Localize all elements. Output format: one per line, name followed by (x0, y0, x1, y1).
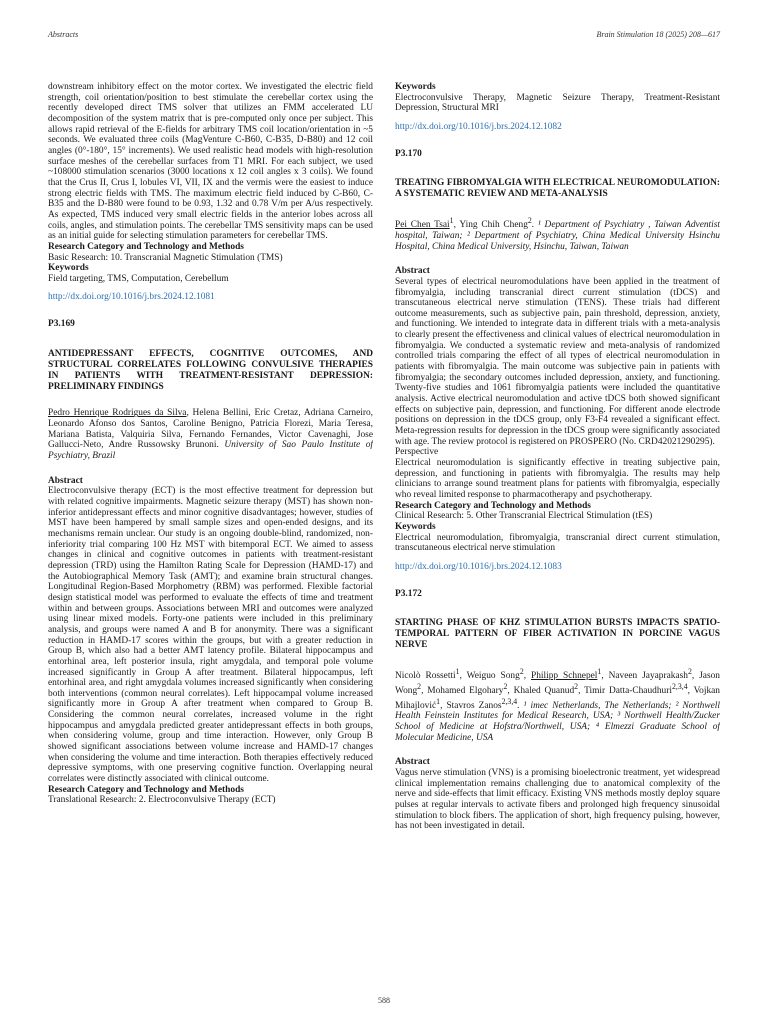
doi-link[interactable]: http://dx.doi.org/10.1016/j.brs.2024.12.1082 (395, 121, 562, 132)
affiliations: . ¹ imec Netherlands, The Netherlands; ² Northwell Health Feinstein Institutes for Medical Research, USA; ³ Northwell Health/Zucker School of Medicine at Hofstra/Northwell, USA; ⁴ Elmezzi Graduate School of Molecular Medicine, USA (395, 700, 720, 743)
author: , Stavros Zanos (440, 700, 502, 711)
page-number: 588 (378, 996, 390, 1005)
continued-abstract-text: downstream inhibitory effect on the motor cortex. We investigated the electric field strength, coil orientation/position to best stimulate the cerebellar cortex using the recently developed direct TMS solver that utilizes an FMM accelerated LU decomposition of the system matrix that is pre-computed only once per subject. This allows rapid retrieval of the E-fields for arbitrary TMS coil location/orientation in ~5 seconds. We evaluated three coils (MagVenture C-B60, C-B35, D-B80) and 12 coil angles (0°-180°, 15° increments). We used realistic head models with high-resolution surface meshes of the cerebellar surfaces from T1 MRI. For each subject, we used ~108000 stimulation scenarios (3000 locations x 12 coil angles x 3 coils). We found that the Crus II, Crus I, lobules VI, VII, IX and the vermis were the easiest to induce strong electric fields with TMS. The maximum electric field induced by C-B60, C-B35 and the D-B80 were found to be 0.93, 1.32 and 0.78 V/m per A/us respectively. As expected, TMS induced very small electric fields in the anterior lobes across all coils, angles, and stimulation points. The cerebellar TMS sensitivity maps can be used as an initial guide for selecting stimulation parameters for cerebellar TMS. (48, 82, 373, 242)
research-category-text: Basic Research: 10. Transcranial Magnetic Stimulation (TMS) (48, 252, 283, 263)
author: , Khaled Quanud (507, 685, 575, 696)
research-category-heading: Research Category and Technology and Methods (48, 784, 244, 795)
author: , Vojkan Mihajlović (395, 685, 720, 711)
research-category-text: Translational Research: 2. Electroconvulsive Therapy (ECT) (48, 795, 276, 806)
affiliation-marker: 2 (527, 216, 532, 226)
author-separator: , (523, 671, 532, 682)
abstract-heading: Abstract (48, 475, 83, 486)
abstract-body: Several types of electrical neuromodulations have been applied in the treatment of fibromyalgia, including transcranial direct current stimulation (tDCS) and transcutaneous electrical nerve stimulation (TENS). These trials had different outcome measurements, such as subjective pain, pain threshold, depression, anxiety, and functioning. We intended to integrate data in different trials with a meta-analysis to clearly present the effectiveness and clinical values of electrical neuromodulation in fibromyalgia. We conducted a systematic review and meta-analysis of randomized controlled trials comparing the effect of all types of electrical neuromodulation in patients with fibromyalgia. The main outcome was subjective pain in patients with fibromyalgia; the secondary outcomes included depression, anxiety, and functioning. Twenty-five studies and 1061 fibromyalgia patients were included the quantitative analysis. Active electrical neuromodulation and active tDCS both showed significant effects on subjective pain, depression, and functioning. For different anode electrode positions on depression in the tDCS group, only F3-F4 revealed a significant effect. Meta-regression results for depression in the tDCS group were significantly associated with age. The review protocol is registered on PROSPERO (No. CRD42021290295). (395, 276, 720, 447)
doi-link[interactable]: http://dx.doi.org/10.1016/j.brs.2024.12.1083 (395, 561, 562, 572)
abstract-id: P3.169 (48, 319, 75, 330)
affiliation-marker: 2,3,4 (671, 681, 688, 691)
research-category-heading: Research Category and Technology and Methods (48, 241, 244, 252)
coauthors: , Helena Bellini, Eric Cretaz, Adriana Carneiro, Leonardo Afonso dos Santos, Caroline Benigno, Patricia Florezi, Maria Teresa, Mariana Batista, Valquiria Silva, Fernando Fernandes, Victor Cavenaghi, Jose Gallucci-Neto, Andre Russowsky Brunoni. (48, 408, 373, 451)
keywords-text: Electrical neuromodulation, fibromyalgia, transcranial direct current stimulation, transcutaneous electrical nerve stimulation (395, 532, 720, 554)
keywords-heading: Keywords (395, 521, 436, 532)
presenting-author: Pedro Henrique Rodrigues da Silva (48, 408, 187, 419)
author: , Jason Wong (395, 671, 720, 696)
left-column (48, 82, 373, 968)
presenting-author: Pei Chen Tsai (395, 220, 450, 231)
author-list (48, 408, 373, 461)
abstract-id: P3.172 (395, 588, 422, 599)
keywords-text: Electroconvulsive Therapy, Magnetic Seizure Therapy, Treatment-Resistant Depression, Structural MRI (395, 92, 720, 114)
abstract-title: STARTING PHASE OF KHZ STIMULATION BURSTS IMPACTS SPATIO-TEMPORAL PATTERN OF FIBER ACTIVATION IN PORCINE VAGUS NERVE (395, 618, 720, 651)
author: , Timir Datta-Chaudhuri (578, 685, 672, 696)
abstract-heading: Abstract (395, 266, 430, 277)
keywords-heading: Keywords (48, 263, 89, 274)
author-list (395, 216, 720, 252)
abstract-body: Vagus nerve stimulation (VNS) is a promising bioelectronic treatment, yet widespread clinical implementation remains challenging due to anatomical complexity of the nerve and side-effects that limit efficacy. Existing VNS methods mostly deploy square pulses at regular intervals to activate fibers and prolonged high frequency sinusoidal stimulation to block fibers. The application of short, high frequency pulsing, however, has not been investigated in detail. (395, 767, 720, 832)
abstract-heading: Abstract (395, 757, 430, 768)
journal-section: Abstracts (48, 30, 79, 39)
presenting-author: Philipp Schnepel (531, 671, 598, 682)
research-category-text: Clinical Research: 5. Other Transcranial Electrical Stimulation (tES) (395, 511, 653, 522)
right-column (395, 82, 720, 968)
affiliation-marker: 1 (449, 216, 454, 226)
perspective-heading: Perspective (395, 447, 439, 458)
author-list (395, 667, 720, 743)
journal-citation: Brain Stimulation 18 (2025) 208—617 (596, 30, 720, 39)
affiliation-marker: 2 (574, 681, 579, 691)
affiliation-marker: 1 (455, 666, 460, 676)
author: , Mohamed Elgohary (421, 685, 504, 696)
abstract-id: P3.170 (395, 148, 422, 159)
affiliation-marker: 2 (687, 666, 692, 676)
affiliation-marker: 2 (417, 681, 422, 691)
author: , Naveen Jayaprakash (601, 671, 688, 682)
abstract-title: ANTIDEPRESSANT EFFECTS, COGNITIVE OUTCOMES, AND STRUCTURAL CORRELATES FOLLOWING CONVULSIVE THERAPIES IN PATIENTS WITH TREATMENT-RESISTANT DEPRESSION: PRELIMINARY FINDINGS (48, 348, 373, 392)
perspective-body: Electrical neuromodulation is significantly effective in treating subjective pain, depression, and functioning in patients with fibromyalgia. The results may help clinicians to arrange sound treatment plans for patients with fibromyalgia, especially who reveal limited response to pharmacotherapy and psychotherapy. (395, 458, 720, 500)
keywords-heading: Keywords (395, 82, 436, 92)
keywords-text: Field targeting, TMS, Computation, Cerebellum (48, 273, 229, 284)
abstract-title: TREATING FIBROMYALGIA WITH ELECTRICAL NEUROMODULATION: A SYSTEMATIC REVIEW AND META-ANALYSIS (395, 178, 720, 200)
affiliation-marker: 2 (503, 681, 508, 691)
affiliation-marker: 2 (519, 666, 524, 676)
doi-link[interactable]: http://dx.doi.org/10.1016/j.brs.2024.12.1081 (48, 292, 215, 303)
abstract-body: Electroconvulsive therapy (ECT) is the most effective treatment for depression but with related cognitive impairments. Magnetic seizure therapy (MST) has shown non-inferior antidepressant effects and minor cognitive disadvantages; however, studies of MST have been hampered by small sample sizes and open-ended designs, and its mechanisms remain unclear. Our study is an ongoing double-blind, randomized, non-inferiority trial comparing 100 Hz MST with bitemporal ECT. We aimed to assess changes in clinical and cognitive outcomes in patients with treatment-resistant depression (TRD) using the Hamilton Rating Scale for Depression (HAMD-17) and the Autobiographical Memory Task (AMT); and examine brain structural changes. Longitudinal Region-Based Morphometry (RBM) was performed. Flexible factorial design statistical model was performed to evaluate the effects of time and treatment within and between groups. Associations between MRI and outcomes were analyzed using linear mixed models. Forty-one patients were included in this preliminary analysis, and groups were named A and B for anonymity. There was a significant reduction in HAMD-17 scores within the groups, but with a greater reduction in Group B, which also had a better AMT latency profile. Bilateral hippocampus and entorhinal area, left posterior insula, right amygdala, and temporal pole volume increased significantly in Group A after treatment. Bilateral hippocampus, left entorhinal area, and right amygdala volumes increased significantly when considering both interventions (common neural correlates). Left hippocampal volume increased significantly more in Group A after treatment when compared to Group B. Considering the common neural correlates, increased volume in the right hippocampus and amygdala predicted greater antidepressant effects in both groups, when considering volume, group and time interaction. However, only Group B showed significant associations between volume increase and HAMD-17 changes when considering the volume and time interaction. Both therapies effectively reduced depressive symptoms, with one preserving cognitive function. Overlapping neural correlates were distinctly associated with clinical outcome. (48, 486, 373, 785)
author: , Weiguo Song (459, 671, 520, 682)
affiliation-marker: 1 (597, 666, 602, 676)
running-head (48, 30, 720, 39)
affiliation-marker: 1 (436, 696, 441, 706)
author: Nicolò Rossetti (395, 671, 456, 682)
coauthor: , Ying Chih Cheng (453, 220, 528, 231)
affiliation: University of Sao Paulo Institute of Psychiatry, Brazil (48, 440, 373, 462)
affiliation-marker: 2,3,4 (501, 696, 518, 706)
affiliations: . ¹ Department of Psychiatry , Taiwan Adventist hospital, Taiwan; ² Department of Psychiatry, China Medical University Hsinchu Hospital, China Medical University, Hsinchu, Taiwan, Taiwan (395, 220, 720, 252)
research-category-heading: Research Category and Technology and Methods (395, 500, 591, 511)
